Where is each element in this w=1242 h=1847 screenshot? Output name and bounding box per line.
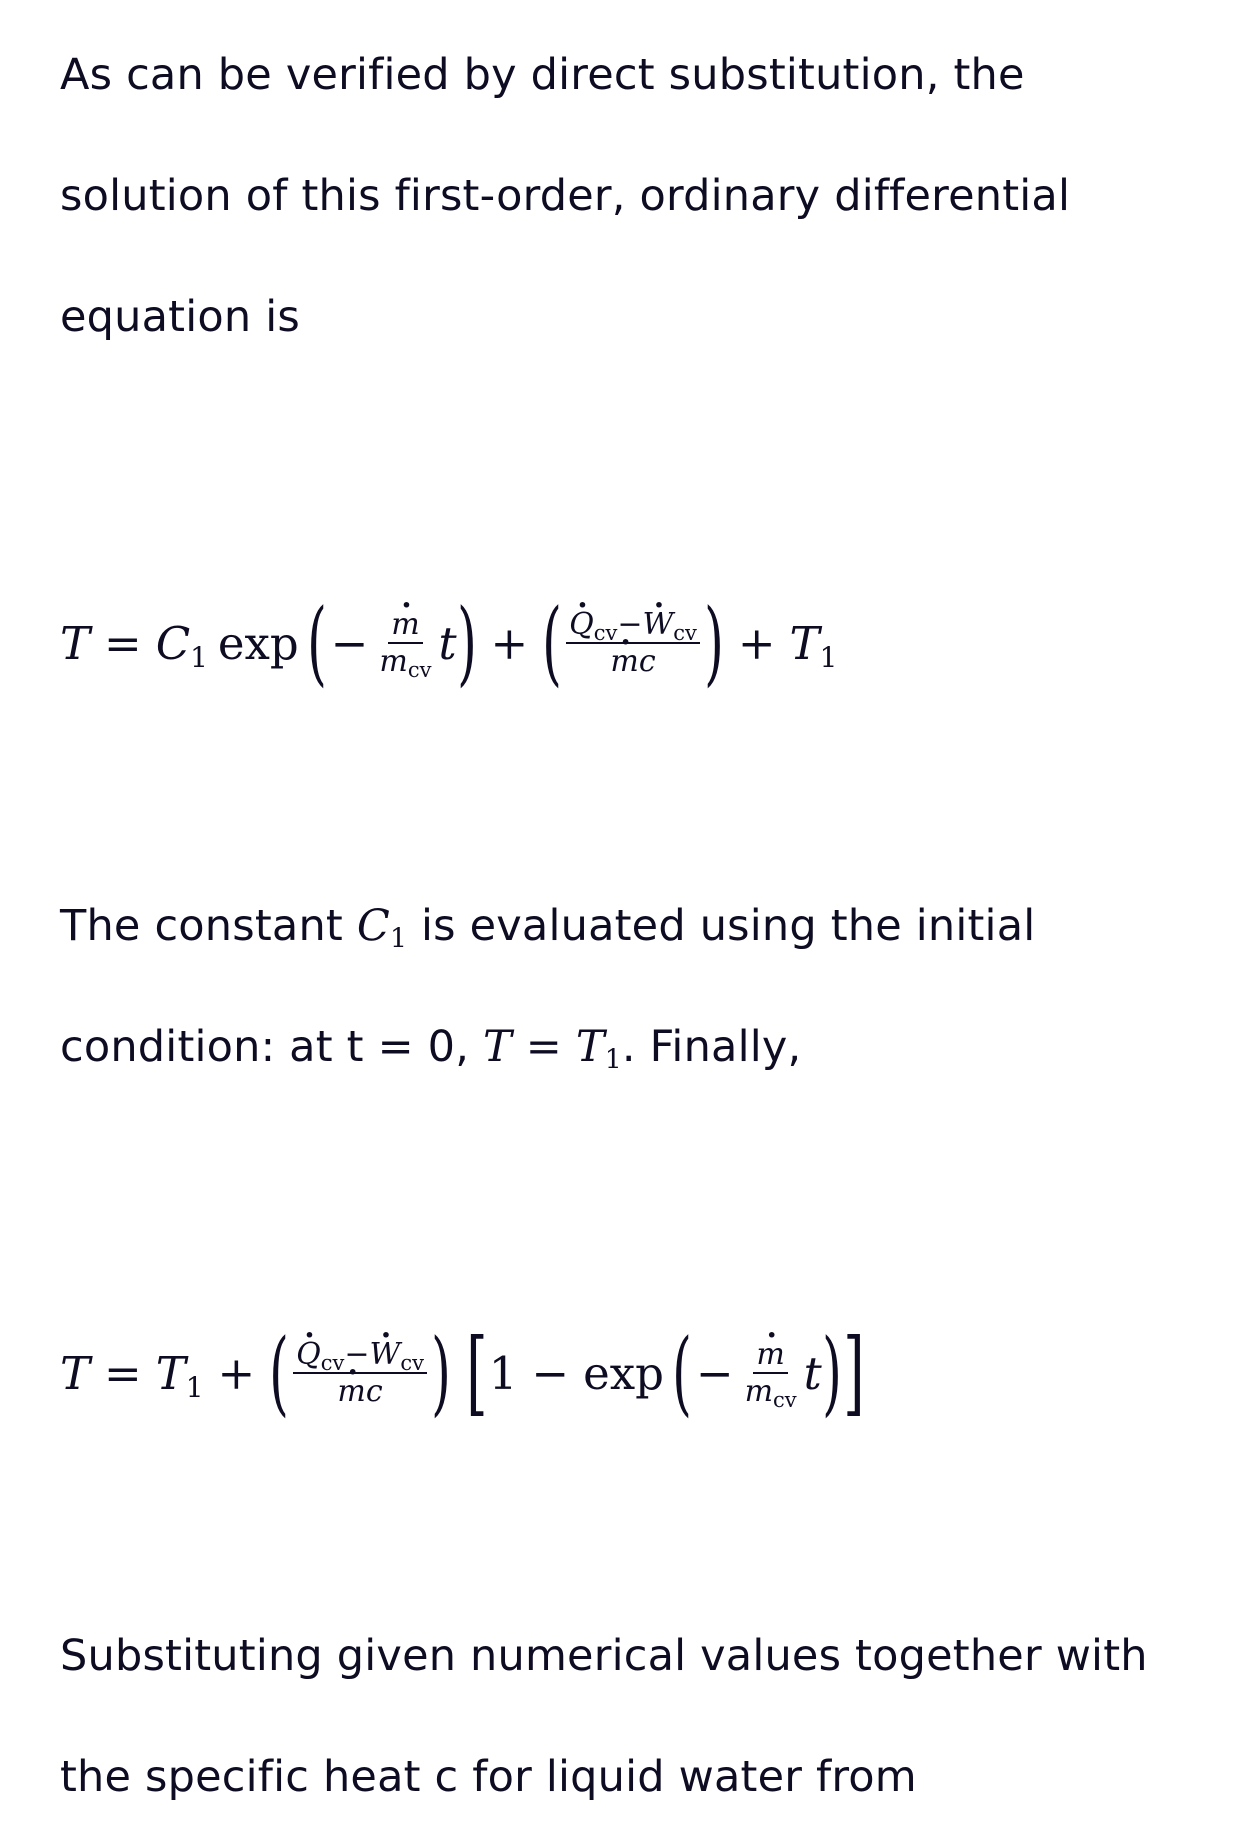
inline-C1: $C_1$ (356, 901, 408, 955)
eq2-bracket-close: ] (842, 1319, 865, 1426)
eq2-paren-open-2: ( (672, 1319, 692, 1426)
eq1-C1: $C_1$ (155, 616, 208, 674)
eq2-frac-mdot-over-mcv: · $\frac{m}{m_{cv}}$ (742, 1339, 800, 1408)
eq2-minus: − (531, 1346, 570, 1400)
eq1-plus-1: + (490, 616, 529, 670)
paragraph-constant-evaluation: The constant $C_1$ is evaluated using the initial condition: at t = 0, $T = T_1$. Finally, (60, 901, 1036, 1076)
eq2-paren-close: ) (431, 1319, 451, 1426)
equation-general-solution (60, 588, 837, 698)
eq1-paren-open: ( (306, 589, 327, 696)
eq1-frac-mdot-over-mcv: · $\frac{m}{m_{cv}}$ (376, 609, 434, 678)
equation-final-solution (60, 1318, 866, 1428)
paragraph-substitution: Substituting given numerical values together with the specific heat c for liquid water from (60, 1631, 1148, 1802)
eq1-T1: $T_1$ (789, 616, 838, 674)
eq2-paren-open: ( (269, 1319, 290, 1426)
eq2-t: t (803, 1346, 822, 1400)
eq1-paren-close-2: ) (704, 589, 724, 696)
paragraph-solution-intro: As can be verified by direct substitution, the solution of this first-order, ordinary differential equation is (60, 50, 1071, 342)
eq1-frac-q-minus-w-over-mc: · $Q_{cv}-\cdot W_{cv}$ · mc (566, 609, 700, 678)
eq2-paren-close-2: ) (821, 1319, 842, 1426)
eq2-equals: = (104, 1346, 142, 1400)
eq1-plus-2: + (737, 616, 776, 670)
eq2-frac-q-minus-w-over-mc: · $Q_{cv}-\cdot W_{cv}$ · mc (293, 1339, 427, 1408)
eq2-minus-2: − (695, 1346, 734, 1400)
eq1-minus: − (330, 616, 369, 670)
eq1-T: T (60, 616, 91, 670)
eq2-T1: $T_1$ (155, 1346, 204, 1404)
eq1-paren-close: ) (456, 589, 477, 696)
eq2-exp: exp (583, 1346, 664, 1400)
eq2-T: T (60, 1346, 91, 1400)
eq2-plus: + (217, 1346, 256, 1400)
eq2-one: 1 (488, 1346, 518, 1400)
eq1-paren-open-2: ( (542, 589, 562, 696)
eq2-bracket-open: [ (466, 1319, 488, 1426)
eq1-equals: = (104, 616, 142, 670)
inline-T-equals-T1: $T = T_1$ (482, 1022, 622, 1076)
eq1-exp: exp (217, 616, 299, 670)
eq1-t: t (438, 616, 457, 670)
